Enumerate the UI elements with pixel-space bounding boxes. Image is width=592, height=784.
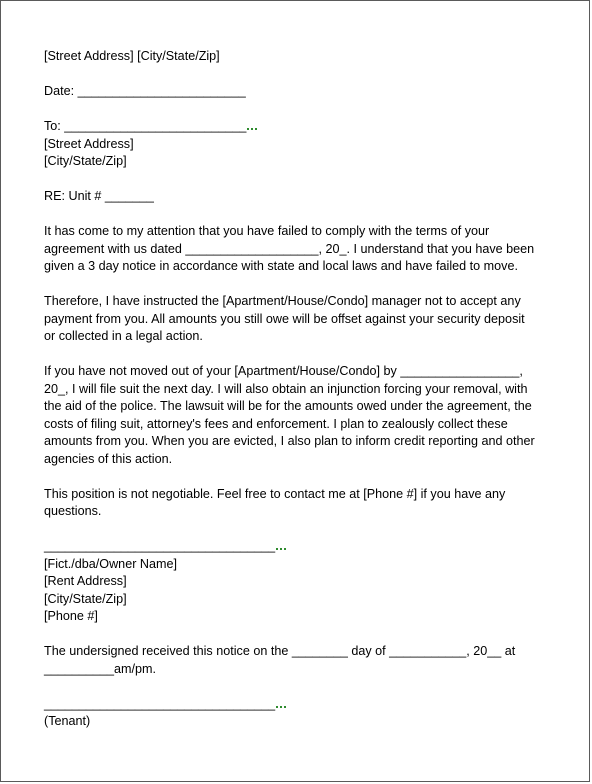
receipt-paragraph: The undersigned received this notice on the ________ day of ___________, 20__ at __________am/pm. <box>44 644 516 676</box>
recipient-street: [Street Address] <box>44 136 134 151</box>
spellcheck-mark-icon <box>276 542 286 550</box>
owner-address: [Rent Address] <box>44 574 127 588</box>
owner-phone: [Phone #] <box>44 609 98 623</box>
paragraph-closing: This position is not negotiable. Feel free to contact me at [Phone #] if you have any questions. <box>44 486 506 518</box>
owner-name: [Fict./dba/Owner Name] <box>44 556 177 571</box>
sender-address: [Street Address] [City/State/Zip] <box>44 49 220 63</box>
owner-city: [City/State/Zip] <box>44 591 127 606</box>
letter-body <box>44 48 564 731</box>
paragraph-notice: It has come to my attention that you have failed to comply with the terms of your agreement with us dated ___________________, 20_. I understand that you have been given a 3 day notice in accordance with state and local laws and have failed to move. <box>44 224 535 273</box>
paragraph-consequences: If you have not moved out of your [Apartment/House/Condo] by _________________, 20_, I will file suit the next day. I will also obtain an injunction forcing your removal, with the aid of the police. The lawsuit will be for the amounts owed under the agreement, the costs of filing suit, attorney's fees and enforcement. I plan to zealously collect these amounts from you. When you are evicted, I also plan to inform credit reporting and other agencies of this action. <box>44 364 535 466</box>
re-line: RE: Unit # _______ <box>44 189 154 203</box>
date-line: Date: ________________________ <box>44 84 246 98</box>
spellcheck-mark-icon <box>276 700 286 708</box>
owner-signature-line: _________________________________ <box>44 538 564 556</box>
recipient-line: To: __________________________ <box>44 118 564 136</box>
tenant-label: (Tenant) <box>44 714 91 728</box>
recipient-city: [City/State/Zip] <box>44 154 127 168</box>
tenant-signature-line: _________________________________ <box>44 696 564 714</box>
spellcheck-mark-icon <box>247 122 257 130</box>
paragraph-instruction: Therefore, I have instructed the [Apartment/House/Condo] manager not to accept any payment from you. All amounts you still owe will be offset against your security deposit or collected in a legal action. <box>44 294 525 343</box>
